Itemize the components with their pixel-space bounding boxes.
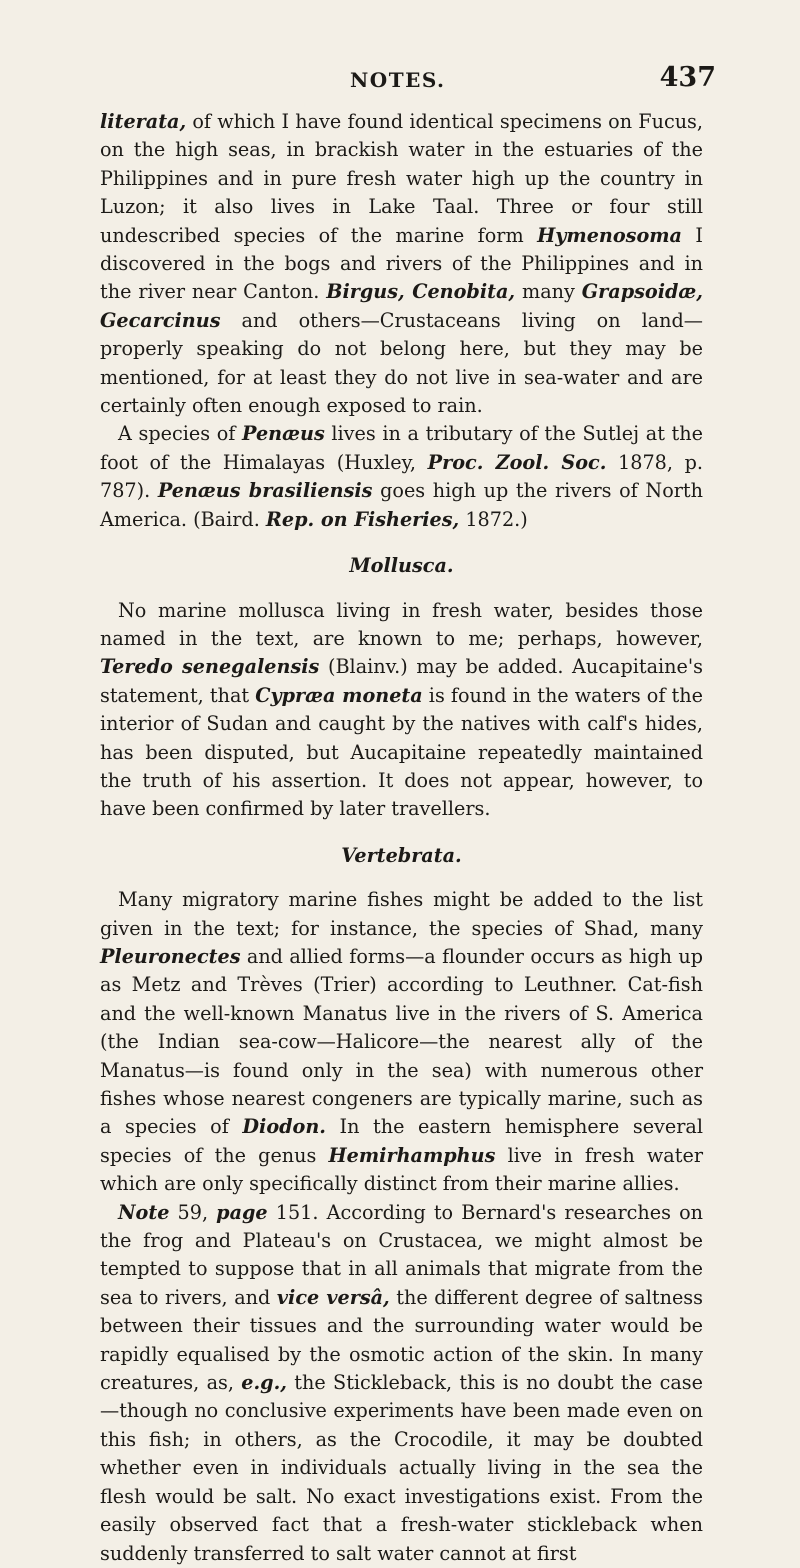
text-run: and others—Crustaceans living on land—properly speaking do not belong here, but they may be mentioned, for at least they do not live in sea-water and are certainly often enough exposed to rain. — [100, 308, 703, 418]
paragraph-note-59 — [100, 1199, 703, 1568]
text-run: many — [515, 280, 582, 304]
page-header — [0, 62, 800, 98]
italic-term: Grapsoidæ, Gecarcinus — [100, 280, 703, 332]
text-run: lives in a tributary of the Sutlej at the foot of the Himalayas (Huxley, — [100, 422, 703, 474]
italic-term: Penæus brasiliensis — [157, 479, 373, 503]
section-heading-vertebrata: Vertebrata. — [341, 843, 462, 867]
text-run: (Blainv.) may be added. Aucapitaine's statement, that — [100, 655, 703, 707]
running-head: NOTES. — [350, 68, 446, 92]
section-heading-mollusca: Mollusca. — [349, 554, 454, 578]
text-run: No marine mollusca living in fresh water, besides those named in the text, are known to me; perhaps, however, — [100, 598, 703, 650]
italic-term: vice versâ, — [276, 1285, 390, 1309]
text-run: goes high up the rivers of North America. (Baird. — [100, 479, 703, 531]
paragraph-mollusca — [100, 597, 703, 824]
text-run: 151. According to Bernard's researches on the frog and Plateau's on Crustacea, we might almost be tempted to suppose that in all animals that migrate from the sea to rivers, and — [100, 1200, 703, 1309]
italic-term: Pleuronectes — [100, 944, 241, 968]
text-run: the Stickleback, this is no doubt the case—though no conclusive experiments have been made even on this fish; in others, as the Crocodile, it may be doubted whether even in individuals actually living in the sea the flesh would be salt. No exact investigations exist. From the easily observed fact that a fresh-water stickleback when suddenly transferred to salt water cannot at first — [100, 1371, 703, 1565]
italic-term: Birgus, Cenobita, — [326, 280, 516, 304]
italic-term: Teredo senegalensis — [100, 655, 320, 679]
paragraph-crustacea-continued — [100, 108, 703, 420]
italic-term: Diodon. — [242, 1115, 326, 1139]
italic-term: Penæus — [242, 422, 325, 446]
text-run: 1872.) — [459, 507, 528, 531]
italic-term: Hymenosoma — [537, 223, 682, 247]
text-run: In the eastern hemisphere several species of the genus — [100, 1115, 703, 1167]
paragraph-vertebrata — [100, 886, 703, 1198]
page-number: 437 — [659, 62, 716, 93]
text-run: the different degree of saltness between their tissues and the surrounding water would be rapidly equalised by the osmotic action of the skin. In many creatures, as, — [100, 1285, 703, 1395]
italic-term: Note — [118, 1200, 170, 1224]
text-run: Many migratory marine fishes might be added to the list given in the text; for instance, the species of Shad, many — [100, 888, 703, 940]
text-run: live in fresh water which are only specifically distinct from their marine allies. — [100, 1143, 703, 1196]
text-run: I discovered in the bogs and rivers of the Philippines and in the river near Canton. — [100, 223, 703, 304]
italic-term: Hemirhamphus — [328, 1143, 496, 1167]
text-run: 1878, p. 787). — [100, 450, 703, 503]
italic-term: Proc. Zool. Soc. — [427, 450, 607, 474]
paragraph-penaeus — [100, 420, 703, 534]
text-run: A species of — [118, 422, 243, 446]
text-run: 59, — [169, 1200, 217, 1224]
italic-term: Rep. on Fisheries, — [265, 507, 460, 531]
italic-term: Cypræa moneta — [255, 683, 423, 707]
italic-term: e.g., — [241, 1371, 287, 1395]
text-run: of which I have found identical specimens on Fucus, on the high seas, in brackish water in the estuaries of the Philippines and in pure fresh water high up the country in Luzon; it also lives in Lake Taal. Three or four still undescribed species of the marine form — [100, 110, 703, 247]
italic-term: page — [216, 1200, 268, 1224]
italic-term: literata, — [100, 110, 187, 133]
text-run: is found in the waters of the interior of Sudan and caught by the natives with calf's hides, has been disputed, but Aucapitaine repeatedly maintained the truth of his assertion. It does not appear, however, to have been confirmed by later travellers. — [100, 683, 703, 821]
body-text — [100, 108, 703, 1568]
text-run: and allied forms—a flounder occurs as high up as Metz and Trèves (Trier) according to Leuthner. Cat-fish and the well-known Manatus live in the rivers of S. America (the Indian sea-cow—Halicore—the nearest ally of the Manatus—is found only in the sea) with numerous other fishes whose nearest congeners are typically marine, such as a species of — [100, 944, 703, 1139]
